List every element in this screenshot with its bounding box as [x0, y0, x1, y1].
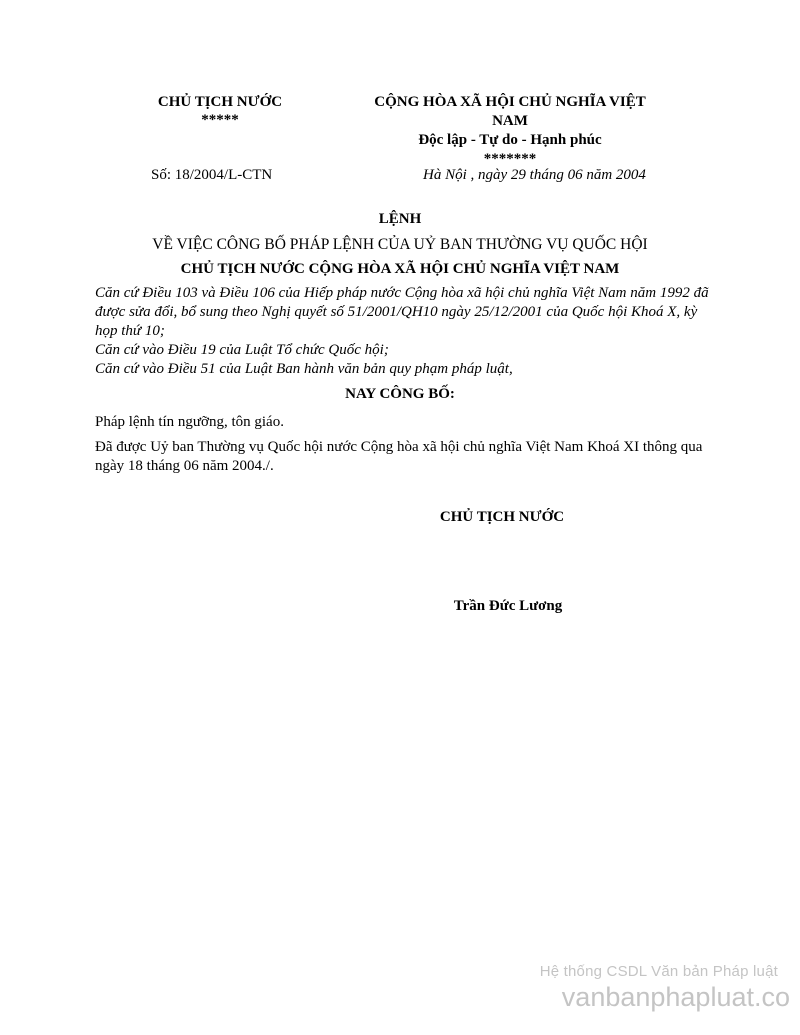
national-motto: Độc lập - Tự do - Hạnh phúc — [418, 132, 602, 148]
preamble-item: Căn cứ vào Điều 19 của Luật Tổ chức Quốc hội; — [95, 342, 389, 358]
body-paragraph: Pháp lệnh tín ngưỡng, tôn giáo. — [95, 414, 284, 430]
preamble-item: Căn cứ Điều 103 và Điều 106 của Hiếp pháp nước Cộng hòa xã hội chủ nghĩa Việt Nam năm 1992 đã được sửa đổi, bổ sung theo Nghị quyết số 51/2001/QH10 ngày 25/12/2001 của Quốc hội Khoá X, kỳ họp thứ 10; — [95, 285, 709, 339]
preamble-item: Căn cứ vào Điều 51 của Luật Ban hành văn bản quy phạm pháp luật, — [95, 361, 513, 377]
issuer-header — [120, 93, 320, 129]
national-header — [340, 93, 680, 169]
signature-name: Trần Đức Lương — [453, 598, 563, 614]
country-name-line2: NAM — [492, 113, 528, 129]
document-subject: VỀ VIỆC CÔNG BỐ PHÁP LỆNH CỦA UỶ BAN THƯỜNG VỤ QUỐC HỘI — [152, 236, 648, 253]
proclamation-heading: NAY CÔNG BỐ: — [345, 386, 455, 402]
body-paragraph: Đã được Uỷ ban Thường vụ Quốc hội nước Cộng hòa xã hội chủ nghĩa Việt Nam Khoá XI thông qua ngày 18 tháng 06 năm 2004./. — [95, 439, 703, 474]
place-and-date: Hà Nội , ngày 29 tháng 06 năm 2004 — [423, 167, 646, 183]
motto-stars: ******* — [483, 151, 537, 167]
body-text — [95, 413, 720, 482]
preamble — [95, 284, 720, 379]
issuer-heading: CHỦ TỊCH NƯỚC CỘNG HÒA XÃ HỘI CHỦ NGHĨA VIỆT NAM — [180, 261, 620, 277]
issuer-name: CHỦ TỊCH NƯỚC — [157, 94, 283, 110]
document-type: LỆNH — [378, 211, 422, 227]
issuer-stars: ***** — [201, 112, 239, 128]
country-name-line1: CỘNG HÒA XÃ HỘI CHỦ NGHĨA VIỆT — [374, 94, 646, 110]
watermark-line1: Hệ thống CSDL Văn bản Pháp luật — [539, 963, 778, 980]
document-number: Số: 18/2004/L-CTN — [151, 167, 273, 183]
signature-title: CHỦ TỊCH NƯỚC — [439, 509, 565, 525]
watermark — [539, 963, 790, 1013]
watermark-line2: vanbanphapluat.co — [561, 982, 790, 1012]
